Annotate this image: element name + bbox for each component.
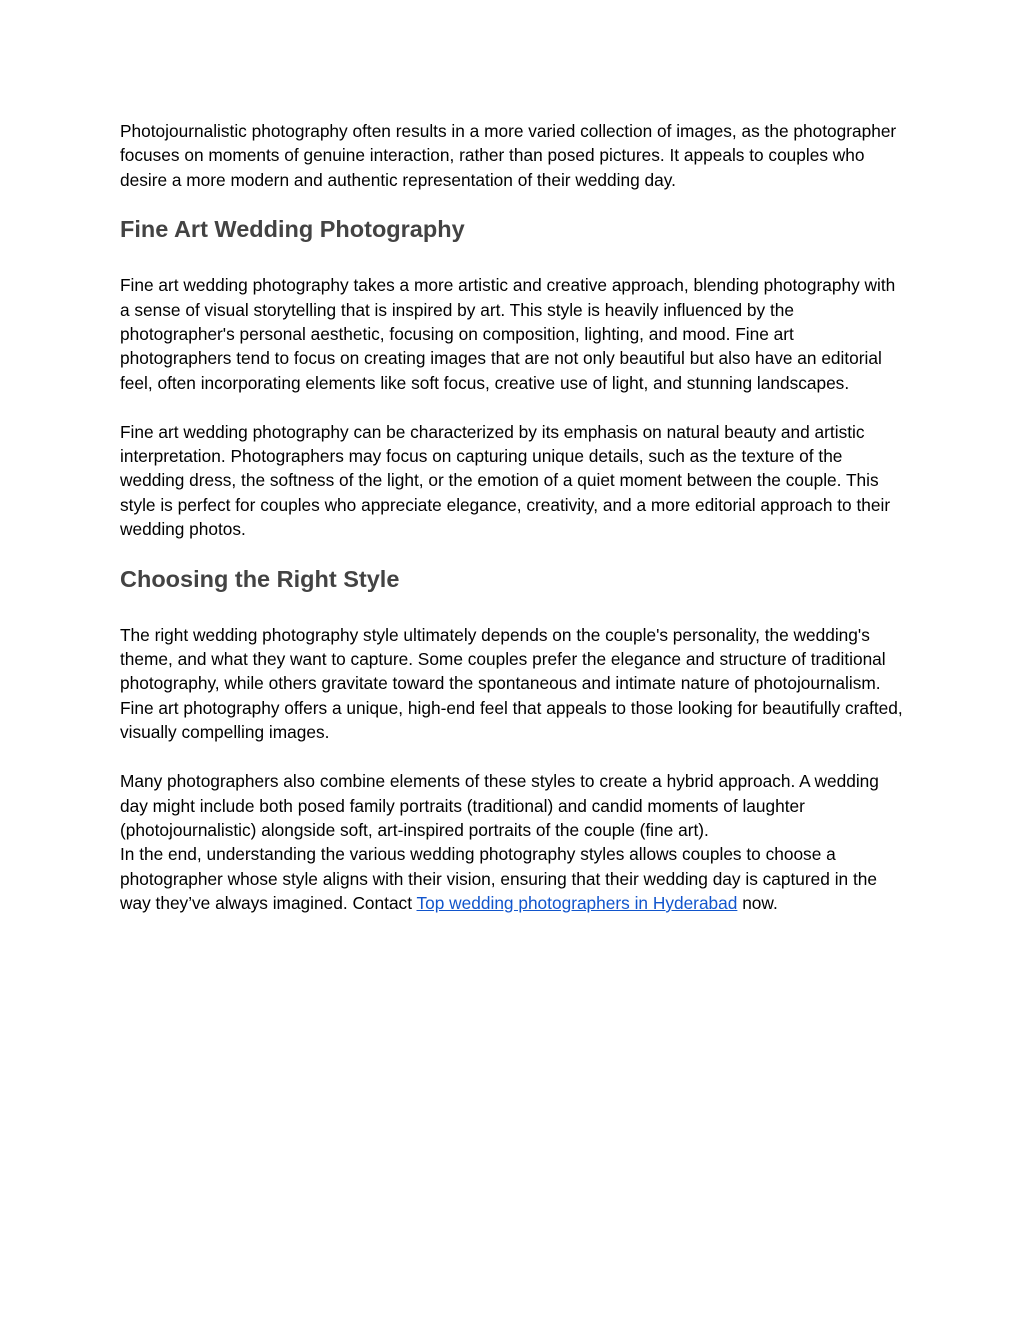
- spacer: [120, 395, 906, 419]
- spacer: [120, 542, 906, 564]
- choosing-style-heading: Choosing the Right Style: [120, 565, 400, 592]
- spacer: [120, 192, 906, 214]
- hyderabad-photographers-link[interactable]: Top wedding photographers in Hyderabad: [416, 893, 738, 914]
- choosing-paragraph-2: Many photographers also combine elements of these styles to create a hybrid approach. A wedding day might include both posed family portraits (traditional) and candid moments of laughter (photojournalistic) alongside soft, art-inspired portraits of the couple (fine art).: [120, 771, 879, 840]
- fine-art-paragraph-2: Fine art wedding photography can be characterized by its emphasis on natural beauty and artistic interpretation. Photographers may focus on capturing unique details, such as the texture of the wedding dress, the softness of the light, or the emotion of a quiet moment between the couple. This style is perfect for couples who appreciate elegance, creativity, and a more editorial approach to their wedding photos.: [120, 421, 891, 540]
- choosing-paragraph-3: [120, 842, 906, 915]
- intro-paragraph: Photojournalistic photography often results in a more varied collection of images, as the photographer focuses on moments of genuine interaction, rather than posed pictures. It appeals to couples who desire a more modern and authentic representation of their wedding day.: [120, 121, 897, 190]
- spacer: [120, 594, 906, 623]
- choosing-paragraph-1: The right wedding photography style ultimately depends on the couple's personality, the wedding's theme, and what they want to capture. Some couples prefer the elegance and structure of traditional photography, while others gravitate toward the spontaneous and intimate nature of photojournalism. Fine art photography offers a unique, high-end feel that appeals to those looking for beautifully crafted, visually compelling images.: [120, 624, 903, 743]
- fine-art-heading: Fine Art Wedding Photography: [120, 216, 465, 243]
- spacer: [120, 244, 906, 273]
- document-page: [120, 119, 906, 916]
- fine-art-paragraph-1: Fine art wedding photography takes a more artistic and creative approach, blending photography with a sense of visual storytelling that is inspired by art. This style is heavily influenced by the photographer's personal aesthetic, focusing on composition, lighting, and mood. Fine art photographers tend to focus on creating images that are not only beautiful but also have an editorial feel, often incorporating elements like soft focus, creative use of light, and stunning landscapes.: [120, 275, 896, 393]
- closing-suffix: now.: [737, 893, 778, 914]
- closing-text: In the end, understanding the various wedding photography styles allows couples to choose a photographer whose style aligns with their vision, ensuring that their wedding day is captured in the way they’ve always imagined. Contact: [120, 844, 877, 914]
- spacer: [120, 745, 906, 769]
